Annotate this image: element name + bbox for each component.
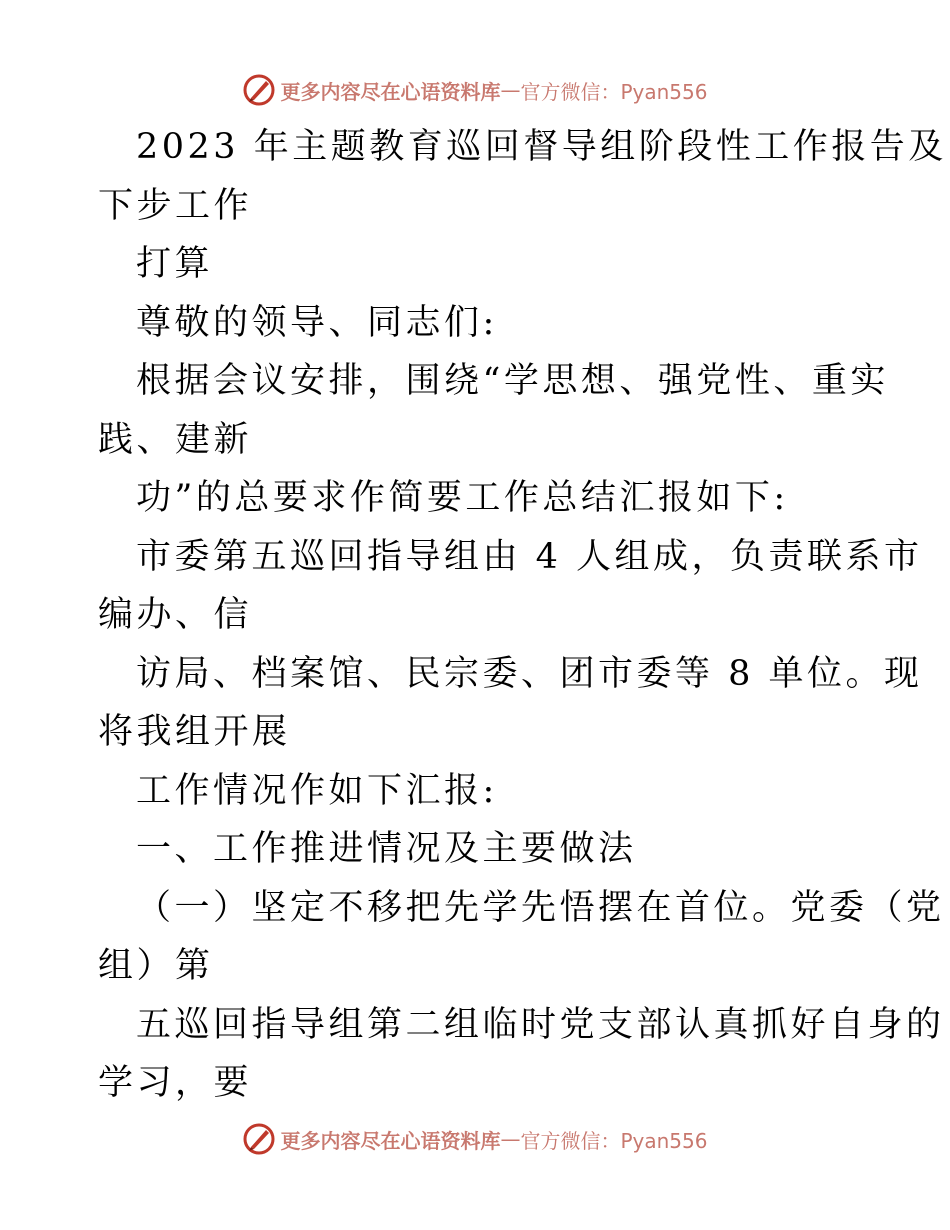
doc-line-2: 下步工作	[98, 185, 253, 226]
pen-logo-icon	[242, 1122, 276, 1156]
doc-line-3: 打算	[136, 244, 214, 284]
doc-line-16: 五巡回指导组第二组临时党支部认真抓好自身的	[136, 1004, 945, 1045]
doc-line-10: 访局、档案馆、民宗委、团市委等 8 单位。现	[136, 653, 923, 694]
doc-line-5: 根据会议安排，围绕“学思想、强党性、重实	[136, 361, 889, 401]
header-watermark-banner	[0, 70, 950, 110]
banner-separator: —	[500, 1127, 521, 1151]
footer-watermark-banner	[0, 1119, 950, 1159]
doc-line-1: 2023 年主题教育巡回督导组阶段性工作报告及	[136, 127, 947, 167]
doc-line-9: 编办、信	[98, 595, 253, 635]
doc-line-13: 一、工作推进情况及主要做法	[136, 829, 637, 869]
doc-line-14: （一）坚定不移把先学先悟摆在首位。党委（党	[136, 887, 945, 928]
banner-site-text: 更多内容尽在心语资料库	[280, 1128, 501, 1153]
doc-line-6: 践、建新	[98, 419, 253, 460]
banner-wechat-text: 官方微信：Pyan556	[520, 79, 708, 104]
pen-logo-icon	[242, 73, 276, 107]
banner-separator: —	[500, 78, 521, 102]
doc-line-11: 将我组开展	[98, 712, 291, 752]
document-body	[98, 118, 947, 1113]
banner-wechat-text: 官方微信：Pyan556	[520, 1128, 708, 1153]
doc-line-8: 市委第五巡回指导组由 4 人组成，负责联系市	[136, 536, 923, 577]
banner-site-text: 更多内容尽在心语资料库	[280, 79, 501, 104]
doc-line-15: 组）第	[98, 946, 214, 986]
doc-line-12: 工作情况作如下汇报:	[136, 770, 498, 811]
doc-line-17: 学习，要	[98, 1063, 253, 1103]
doc-line-4: 尊敬的领导、同志们:	[136, 302, 498, 343]
doc-line-7: 功”的总要求作简要工作总结汇报如下:	[136, 478, 789, 518]
